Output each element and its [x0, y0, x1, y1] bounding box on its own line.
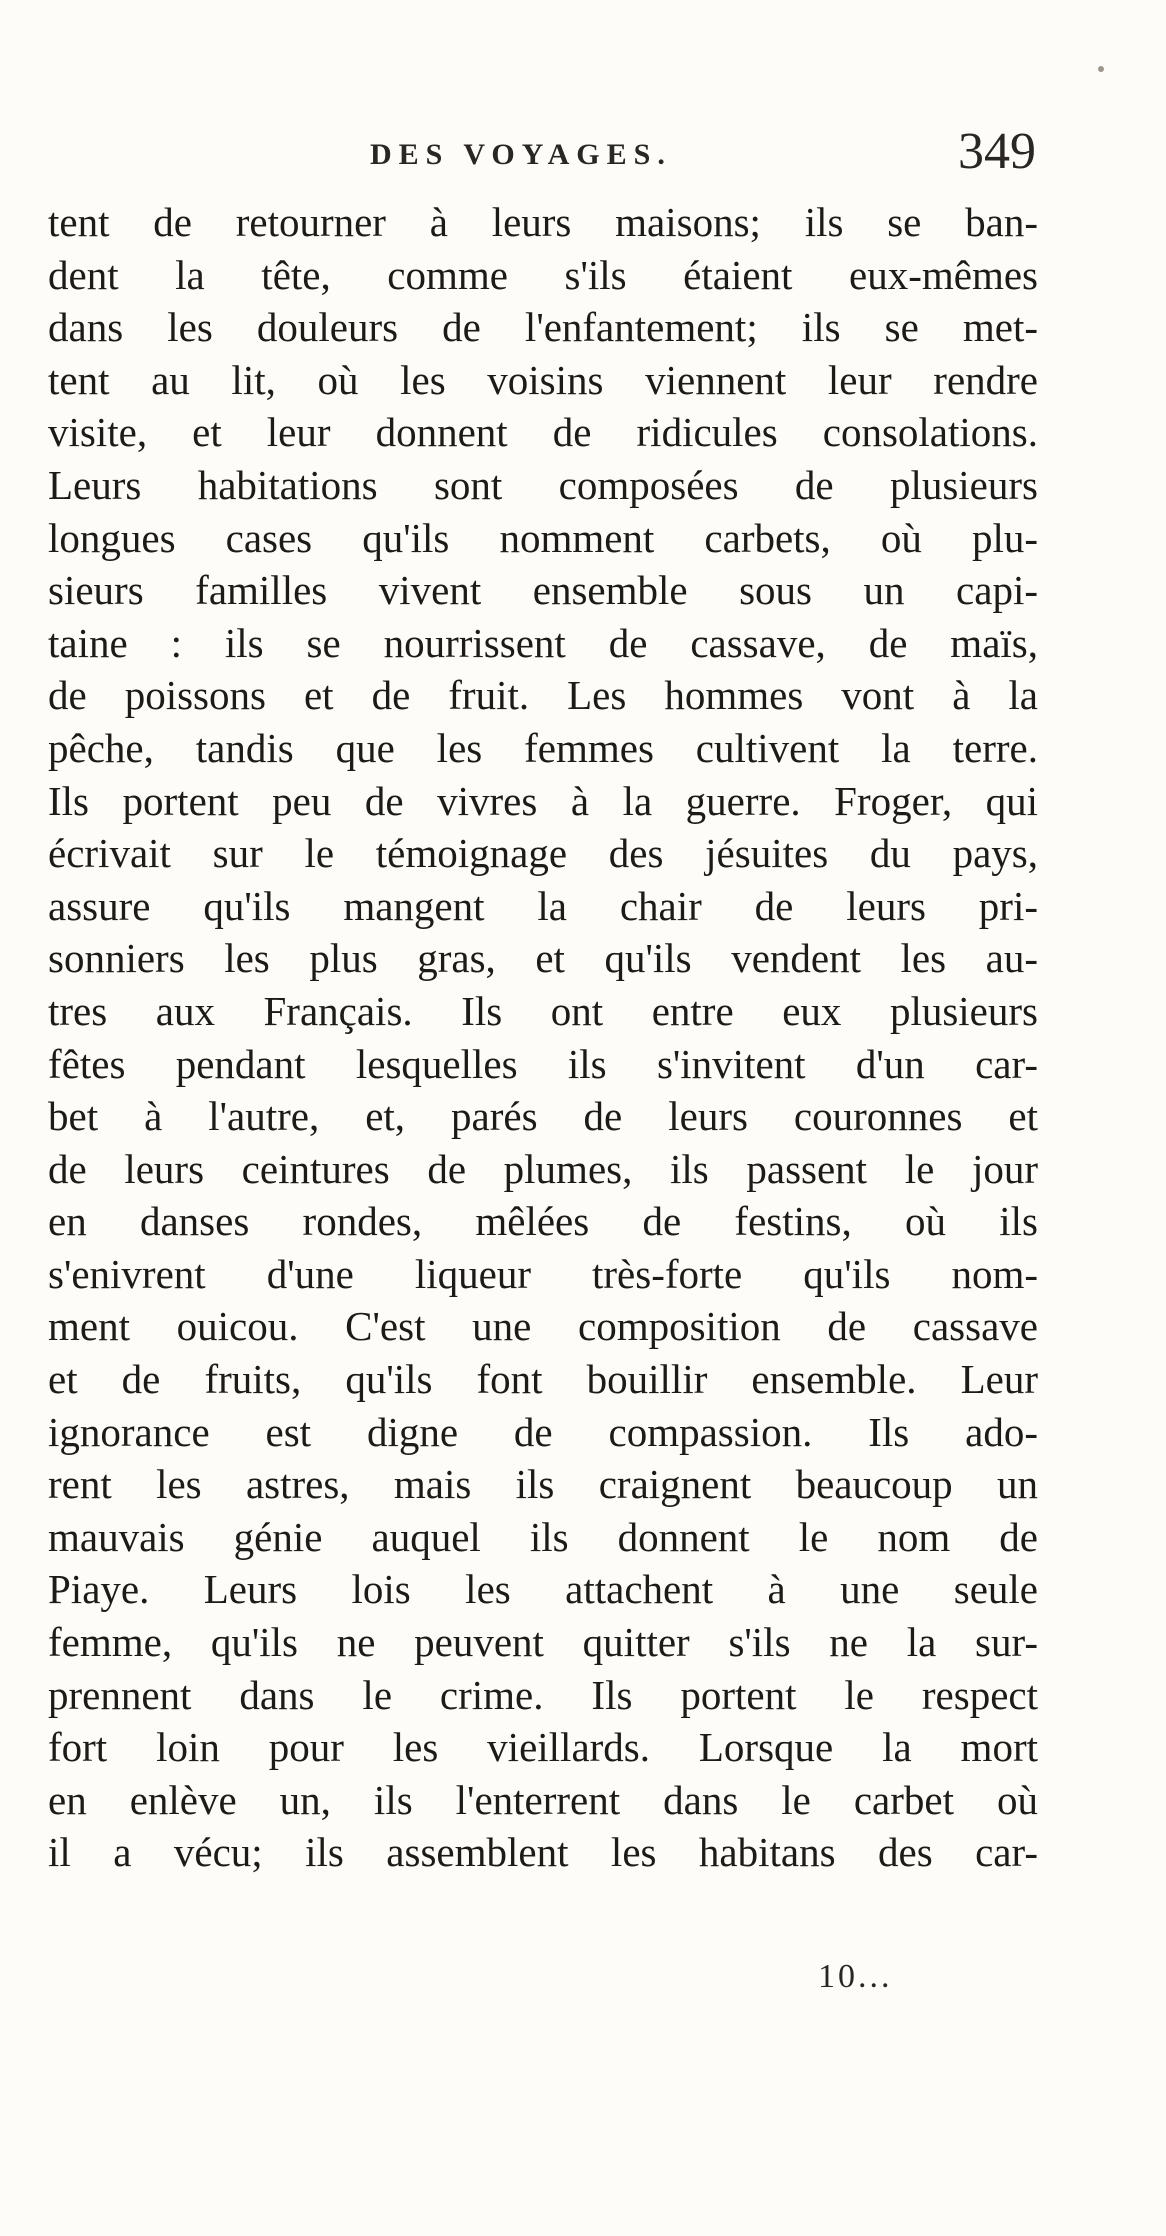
text-line: tent au lit, où les voisins viennent leur rendre: [48, 356, 1038, 403]
text-line: visite, et leur donnent de ridicules consolations.: [48, 409, 1038, 456]
text-line: Piaye. Leurs lois les attachent à une seule: [48, 1566, 1038, 1613]
text-line: et de fruits, qu'ils font bouillir ensemble. Leur: [48, 1356, 1038, 1403]
text-line: longues cases qu'ils nomment carbets, où plu-: [48, 514, 1038, 561]
text-line: écrivait sur le témoignage des jésuites du pays,: [48, 830, 1038, 877]
text-line: Leurs habitations sont composées de plusieurs: [48, 461, 1038, 508]
text-line: femme, qu'ils ne peuvent quitter s'ils ne la sur-: [48, 1619, 1038, 1666]
text-line: mauvais génie auquel ils donnent le nom de: [48, 1513, 1038, 1560]
text-line: dent la tête, comme s'ils étaient eux-mêmes: [48, 251, 1038, 298]
text-line: assure qu'ils mangent la chair de leurs pri-: [48, 882, 1038, 929]
text-line: sieurs familles vivent ensemble sous un capi-: [48, 567, 1038, 614]
text-line: en danses rondes, mêlées de festins, où ils: [48, 1198, 1038, 1245]
text-line: dans les douleurs de l'enfantement; ils se met-: [48, 304, 1038, 351]
text-line: sonniers les plus gras, et qu'ils vendent les au-: [48, 935, 1038, 982]
text-line: prennent dans le crime. Ils portent le respect: [48, 1671, 1038, 1718]
text-line: taine : ils se nourrissent de cassave, de maïs,: [48, 619, 1038, 666]
paper-speck: [1098, 66, 1104, 72]
text-line: fort loin pour les vieillards. Lorsque la mort: [48, 1724, 1038, 1771]
text-line: ment ouicou. C'est une composition de cassave: [48, 1303, 1038, 1350]
text-line: bet à l'autre, et, parés de leurs couronnes et: [48, 1093, 1038, 1140]
text-line: Ils portent peu de vivres à la guerre. Froger, qui: [48, 777, 1038, 824]
text-line: fêtes pendant lesquelles ils s'invitent d'un car-: [48, 1040, 1038, 1087]
text-line: s'enivrent d'une liqueur très-forte qu'ils nom-: [48, 1250, 1038, 1297]
page-number: 349: [958, 123, 1036, 180]
text-line: pêche, tandis que les femmes cultivent la terre.: [48, 724, 1038, 771]
running-head: DES VOYAGES.: [370, 138, 672, 171]
page-header: [0, 123, 1166, 188]
text-line: tent de retourner à leurs maisons; ils se ban-: [48, 199, 1038, 245]
text-line: de poissons et de fruit. Les hommes vont à la: [48, 672, 1038, 719]
text-line: rent les astres, mais ils craignent beaucoup un: [48, 1461, 1038, 1508]
text-line: en enlève un, ils l'enterrent dans le carbet où: [48, 1776, 1038, 1823]
text-line: il a vécu; ils assemblent les habitans des car-: [48, 1829, 1038, 1876]
text-line: de leurs ceintures de plumes, ils passent le jour: [48, 1145, 1038, 1192]
text-line: ignorance est digne de compassion. Ils ado-: [48, 1408, 1038, 1455]
body-text: [48, 196, 1038, 1879]
text-line: tres aux Français. Ils ont entre eux plusieurs: [48, 987, 1038, 1034]
catchword: 10...: [818, 1958, 893, 1995]
